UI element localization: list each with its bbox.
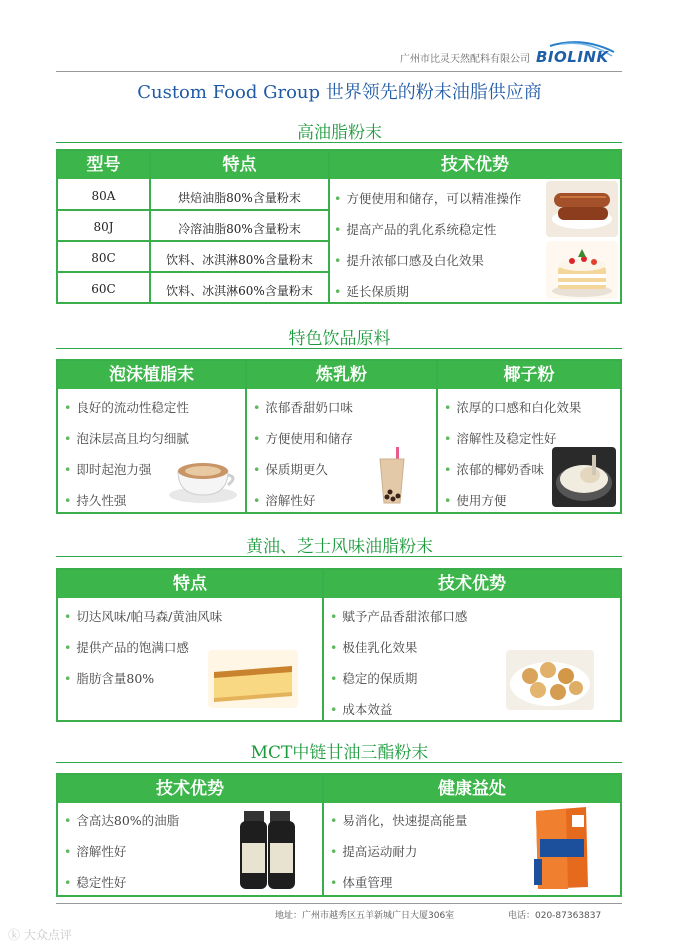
list-item: • 极佳乳化效果	[330, 640, 418, 655]
table-cell-model: 80C	[91, 251, 116, 265]
table-cell-feature: 饮料、冰淇淋80%含量粉末	[166, 253, 313, 267]
list-item: • 脂肪含量80%	[64, 671, 155, 686]
section-divider	[56, 762, 622, 763]
list-item: • 溶解性好	[64, 844, 127, 859]
list-item: • 泡沫层高且均匀细腻	[64, 431, 189, 446]
footer-phone: 电话：020-87363837	[508, 911, 602, 921]
company-name: 广州市比灵天然配料有限公司	[400, 54, 530, 65]
list-item: • 保质期更久	[253, 462, 328, 477]
list-item: • 提供产品的饱满口感	[64, 640, 189, 655]
cheesecake-image	[208, 650, 298, 708]
col-header-foam-creamer: 泡沫植脂末	[58, 361, 245, 389]
footer-divider	[56, 903, 622, 904]
milk-tea-image	[372, 447, 412, 509]
high-fat-table	[56, 149, 622, 304]
watermark: ⓚ 大众点评	[8, 928, 72, 942]
list-item: • 溶解性好	[253, 493, 316, 508]
table-cell-feature: 饮料、冰淇淋60%含量粉末	[166, 284, 313, 298]
table-cell-model: 60C	[91, 282, 116, 296]
list-item: • 浓郁香甜奶口味	[253, 400, 353, 415]
cappuccino-image	[166, 453, 240, 505]
section-title-butter-cheese: 黄油、芝士风味油脂粉末	[246, 537, 433, 557]
drinks-table	[56, 359, 622, 514]
section-divider	[56, 142, 622, 143]
list-item: • 浓厚的口感和白化效果	[444, 400, 582, 415]
list-item: • 即时起泡力强	[64, 462, 152, 477]
list-item: • 成本效益	[330, 702, 393, 717]
biolink-logo	[532, 40, 616, 70]
mct-table	[56, 773, 622, 897]
table-cell-model: 80A	[91, 189, 116, 203]
col-header-feature: 特点	[151, 151, 328, 179]
coconut-soup-image	[552, 447, 616, 507]
watermark-logo-icon: ⓚ	[8, 928, 21, 942]
page-header	[56, 38, 622, 72]
col-header-advantage: 技术优势	[324, 570, 620, 598]
list-item: • 稳定的保质期	[330, 671, 418, 686]
list-item: • 使用方便	[444, 493, 507, 508]
list-item: • 提高产品的乳化系统稳定性	[334, 222, 497, 237]
col-header-milk-powder: 炼乳粉	[247, 361, 436, 389]
footer-address: 地址：广州市越秀区五羊新城广日大厦306室	[275, 911, 455, 921]
section-title-high-fat: 高油脂粉末	[297, 123, 382, 143]
section-title-mct: MCT中链甘油三酯粉末	[250, 743, 429, 763]
section-divider	[56, 556, 622, 557]
cookies-image	[506, 650, 594, 710]
list-item: • 易消化，快速提高能量	[330, 813, 468, 828]
col-header-model: 型号	[58, 151, 149, 179]
list-item: • 体重管理	[330, 875, 393, 890]
section-divider	[56, 348, 622, 349]
header-divider	[56, 71, 622, 72]
list-item: • 良好的流动性稳定性	[64, 400, 189, 415]
list-item: • 含高达80%的油脂	[64, 813, 180, 828]
butter-table	[56, 568, 622, 722]
list-item: • 赋予产品香甜浓郁口感	[330, 609, 468, 624]
list-item: • 稳定性好	[64, 875, 127, 890]
list-item: • 方便使用和储存，可以精准操作	[334, 191, 522, 206]
table-cell-model: 80J	[93, 220, 114, 234]
cake-image	[546, 241, 618, 299]
mct-coffee-box-image	[526, 803, 596, 891]
page-title: Custom Food Group 世界领先的粉末油脂供应商	[137, 82, 542, 103]
col-header-health-benefit: 健康益处	[324, 775, 620, 803]
col-header-advantage: 技术优势	[330, 151, 620, 179]
col-header-feature: 特点	[58, 570, 322, 598]
energy-bottle-image	[238, 807, 298, 891]
section-title-drinks: 特色饮品原料	[288, 329, 391, 349]
list-item: • 溶解性及稳定性好	[444, 431, 557, 446]
sausage-image	[546, 181, 618, 237]
logo-text: BIOLINK	[536, 48, 609, 66]
list-item: • 方便使用和储存	[253, 431, 353, 446]
list-item: • 切达风味/帕马森/黄油风味	[64, 609, 223, 624]
col-header-coconut-powder: 椰子粉	[438, 361, 620, 389]
col-header-tech-advantage: 技术优势	[58, 775, 322, 803]
table-cell-feature: 烘焙油脂80%含量粉末	[178, 191, 301, 205]
list-item: • 提升浓郁口感及白化效果	[334, 253, 484, 268]
list-item: • 延长保质期	[334, 284, 409, 299]
list-item: • 提高运动耐力	[330, 844, 418, 859]
list-item: • 持久性强	[64, 493, 127, 508]
table-cell-feature: 冷溶油脂80%含量粉末	[178, 222, 301, 236]
list-item: • 浓郁的椰奶香味	[444, 462, 544, 477]
